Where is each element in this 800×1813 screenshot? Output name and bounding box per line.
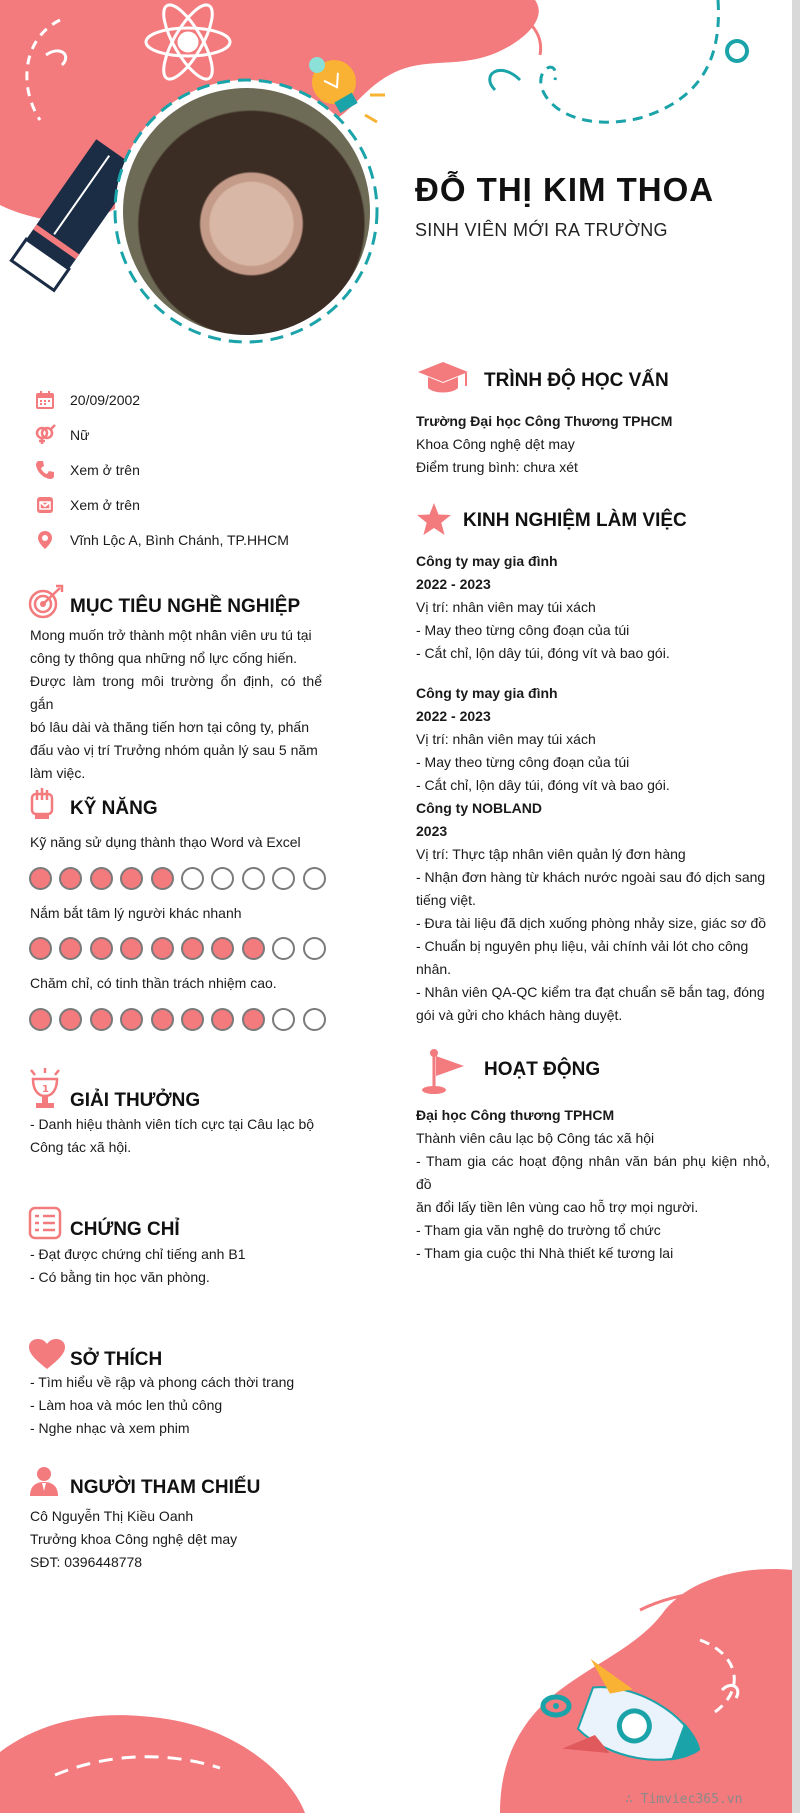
rating-dot-filled	[181, 1008, 204, 1031]
rating-dot-empty	[303, 1008, 326, 1031]
svg-text:1: 1	[42, 1084, 49, 1095]
phone-icon	[34, 459, 56, 481]
page-scroll-edge	[792, 0, 800, 1813]
hobby-line: - Làm hoa và móc len thủ công	[30, 1397, 223, 1413]
target-icon	[28, 584, 64, 620]
rating-dot-empty	[303, 867, 326, 890]
location-icon	[34, 529, 56, 551]
contact-phone	[34, 458, 140, 482]
objective-line: đấu vào vị trí Trưởng nhóm quản lý sau 5 năm	[30, 742, 318, 758]
rating-dot-empty	[211, 867, 234, 890]
job-period: 2023	[416, 823, 448, 839]
objective-text	[30, 624, 322, 785]
rating-dot-filled	[151, 867, 174, 890]
education-faculty: Khoa Công nghệ dệt may	[416, 436, 575, 452]
flag-icon	[420, 1048, 466, 1096]
objective-line: làm việc.	[30, 765, 86, 781]
certificate-line: - Đạt được chứng chỉ tiếng anh B1	[30, 1246, 246, 1262]
rating-dot-filled	[59, 1008, 82, 1031]
objective-title: MỤC TIÊU NGHỀ NGHIỆP	[70, 596, 301, 617]
references-text	[30, 1505, 330, 1574]
heart-icon	[28, 1338, 66, 1370]
skill-label: Kỹ năng sử dụng thành thạo Word và Excel	[30, 834, 301, 850]
job-line: - Cắt chỉ, lộn dây túi, đóng vít và bao gói.	[416, 645, 670, 661]
experience-title: KINH NGHIỆM LÀM VIỆC	[463, 510, 687, 531]
contact-email	[34, 493, 140, 517]
rating-dot-filled	[29, 1008, 52, 1031]
full-name: ĐỖ THỊ KIM THOA	[415, 171, 715, 208]
rating-dot-filled	[181, 937, 204, 960]
rating-dot-empty	[303, 937, 326, 960]
skill-rating	[29, 937, 326, 960]
rating-dot-filled	[242, 1008, 265, 1031]
certificate-line: - Có bằng tin học văn phòng.	[30, 1269, 210, 1285]
address-value: Vĩnh Lộc A, Bình Chánh, TP.HHCM	[70, 532, 289, 548]
fist-icon	[29, 786, 55, 820]
skill-rating	[29, 867, 326, 890]
checklist-icon	[28, 1206, 62, 1240]
awards-title: GIẢI THƯỞNG	[70, 1090, 201, 1111]
hobby-line: - Tìm hiểu về rập và phong cách thời trang	[30, 1374, 295, 1390]
education-gpa: Điểm trung bình: chưa xét	[416, 459, 578, 475]
reference-position: Trưởng khoa Công nghệ dệt may	[30, 1531, 238, 1547]
activity-line: - Tham gia văn nghệ do trường tổ chức	[416, 1222, 661, 1238]
star-icon	[416, 502, 452, 536]
rating-dot-filled	[242, 937, 265, 960]
rating-dot-filled	[29, 867, 52, 890]
rating-dot-empty	[272, 867, 295, 890]
job-period: 2022 - 2023	[416, 708, 491, 724]
awards-line: - Danh hiệu thành viên tích cực tại Câu lạc bộ	[30, 1116, 315, 1132]
rating-dot-empty	[272, 1008, 295, 1031]
job-line: - Nhận đơn hàng từ khách nước ngoài sau đó dịch sang	[416, 869, 766, 885]
job-company: Công ty NOBLAND	[416, 800, 542, 816]
objective-line: công ty thông qua những nổ lực cống hiến.	[30, 650, 298, 666]
education-school: Trường Đại học Công Thương TPHCM	[416, 413, 673, 429]
job-company: Công ty may gia đình	[416, 685, 558, 701]
calendar-icon	[34, 389, 56, 411]
contact-birthdate	[34, 388, 140, 412]
contact-address	[34, 528, 289, 552]
skill-label: Nắm bắt tâm lý người khác nhanh	[30, 905, 242, 921]
certificates-text	[30, 1243, 330, 1289]
references-title: NGƯỜI THAM CHIẾU	[70, 1477, 261, 1498]
activity-line: Thành viên câu lạc bộ Công tác xã hội	[416, 1130, 655, 1146]
phone-value[interactable]: Xem ở trên	[70, 462, 140, 478]
rating-dot-filled	[29, 937, 52, 960]
rating-dot-filled	[59, 937, 82, 960]
objective-line: Mong muốn trở thành một nhân viên ưu tú tại	[30, 627, 312, 643]
activities-title: HOẠT ĐỘNG	[484, 1059, 601, 1080]
rating-dot-filled	[59, 867, 82, 890]
gender-value: Nữ	[70, 427, 90, 443]
contact-gender	[34, 423, 89, 447]
gender-icon	[34, 424, 56, 446]
email-icon	[34, 494, 56, 516]
profile-photo	[123, 88, 370, 335]
hobbies-title: SỞ THÍCH	[70, 1349, 163, 1370]
job-line: - May theo từng công đoạn của túi	[416, 754, 630, 770]
rating-dot-filled	[120, 867, 143, 890]
experience-job	[416, 550, 770, 665]
skill-label: Chăm chỉ, có tinh thần trách nhiệm cao.	[30, 975, 277, 991]
education-title: TRÌNH ĐỘ HỌC VẤN	[484, 370, 669, 391]
graduation-cap-icon	[416, 360, 470, 396]
rating-dot-filled	[90, 1008, 113, 1031]
job-line: - Cắt chỉ, lộn dây túi, đóng vít và bao gói.	[416, 777, 670, 793]
person-icon	[28, 1465, 60, 1497]
teal-ring	[727, 41, 747, 61]
job-line: Vị trí: Thực tập nhân viên quản lý đơn hàng	[416, 846, 686, 862]
watermark: ∴ Timviec365.vn	[625, 1792, 743, 1807]
education-text	[416, 410, 776, 479]
rating-dot-filled	[151, 1008, 174, 1031]
hobby-line: - Nghe nhạc và xem phim	[30, 1420, 190, 1436]
activity-org: Đại học Công thương TPHCM	[416, 1107, 615, 1123]
objective-line: bó lâu dài và thăng tiến hơn tại công ty, phấn	[30, 719, 310, 735]
rating-dot-filled	[120, 937, 143, 960]
dash-curve-right	[541, 0, 719, 122]
rating-dot-filled	[90, 937, 113, 960]
objective-line: Được làm trong môi trường ổn định, có thể gắn	[30, 673, 322, 712]
job-line: - Đưa tài liệu đã dịch xuống phòng nhảy size, giác sơ đồ	[416, 915, 767, 931]
rating-dot-filled	[120, 1008, 143, 1031]
rating-dot-filled	[151, 937, 174, 960]
job-line: - May theo từng công đoạn của túi	[416, 622, 630, 638]
skill-rating	[29, 1008, 326, 1031]
reference-name: Cô Nguyễn Thị Kiều Oanh	[30, 1508, 194, 1524]
job-line: gói và gửi cho khách hàng duyệt.	[416, 1007, 623, 1023]
job-line: tiếng việt.	[416, 892, 476, 908]
job-period: 2022 - 2023	[416, 576, 491, 592]
activity-line: ăn đổi lấy tiền lên vùng cao hỗ trợ mọi người.	[416, 1199, 699, 1215]
rating-dot-filled	[90, 867, 113, 890]
rating-dot-empty	[242, 867, 265, 890]
hobbies-text	[30, 1371, 330, 1440]
skills-title: KỸ NĂNG	[70, 798, 158, 819]
job-line: Vị trí: nhân viên may túi xách	[416, 599, 596, 615]
rating-dot-filled	[211, 1008, 234, 1031]
awards-line: Công tác xã hội.	[30, 1139, 132, 1155]
job-line: Vị trí: nhân viên may túi xách	[416, 731, 596, 747]
activities-text	[416, 1104, 770, 1265]
experience-job	[416, 682, 770, 1027]
job-line: nhân.	[416, 961, 452, 977]
certificates-title: CHỨNG CHỈ	[70, 1219, 180, 1240]
awards-text	[30, 1113, 330, 1159]
reference-phone: SĐT: 0396448778	[30, 1554, 143, 1570]
rating-dot-filled	[211, 937, 234, 960]
job-title: SINH VIÊN MỚI RA TRƯỜNG	[415, 220, 668, 240]
birthdate-value: 20/09/2002	[70, 392, 141, 408]
job-line: - Chuẩn bị nguyên phụ liệu, vải chính vải lót cho công	[416, 938, 749, 954]
bottom-left-blob	[0, 1715, 305, 1813]
job-line: - Nhân viên QA-QC kiểm tra đạt chuẩn sẽ bắn tag, đóng	[416, 984, 765, 1000]
activity-line: - Tham gia cuộc thi Nhà thiết kế tương lai	[416, 1245, 674, 1261]
email-value[interactable]: Xem ở trên	[70, 497, 140, 513]
rating-dot-empty	[272, 937, 295, 960]
rating-dot-empty	[181, 867, 204, 890]
trophy-icon	[27, 1068, 63, 1110]
job-company: Công ty may gia đình	[416, 553, 558, 569]
activity-line: - Tham gia các hoạt động nhân văn bán phụ kiện nhỏ, đồ	[416, 1153, 770, 1192]
